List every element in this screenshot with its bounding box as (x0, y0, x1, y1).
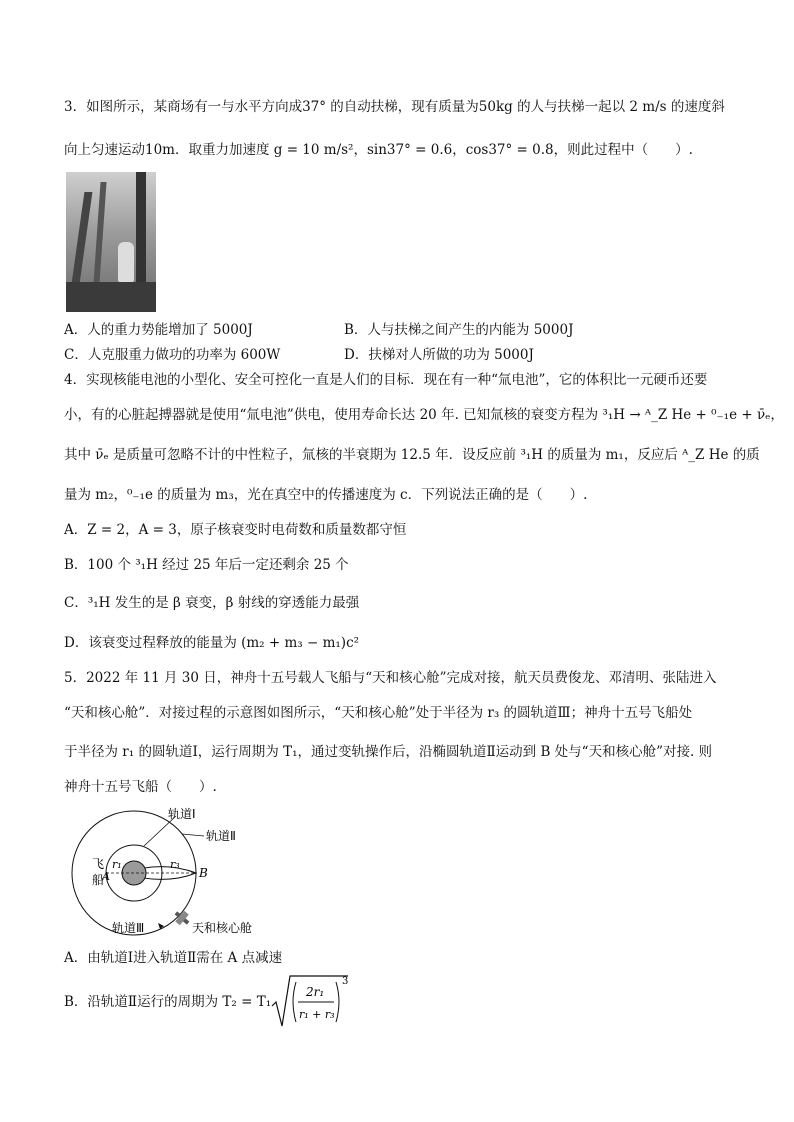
label-r3: r₃ (170, 858, 180, 871)
q5-line2: “天和核心舱”．对接过程的示意图如图所示，“天和核心舱”处于半径为 r₃ 的圆轨道Ⅲ；神舟十五号飞船处 (64, 705, 693, 721)
left-paren (293, 982, 296, 1022)
label-a: A (102, 870, 110, 883)
q3-option-b: B．人与扶梯之间产生的内能为 5000J (344, 322, 574, 338)
q3-line1: 3．如图所示，某商场有一与水平方向成37° 的自动扶梯，现有质量为50kg 的人与扶梯一起以 2 m/s 的速度斜 (64, 99, 725, 115)
fraction-denominator: r₁ + r₃ (299, 1008, 335, 1021)
pointer-orbit2 (182, 834, 204, 836)
label-ship-bottom: 船 (92, 873, 105, 887)
label-station: 天和核心舱 (192, 921, 253, 935)
q4-option-b: B．100 个 ³₁H 经过 25 年后一定还剩余 25 个 (64, 557, 349, 573)
q5-line1: 5．2022 年 11 月 30 日，神舟十五号载人飞船与“天和核心舱”完成对接，航天员费俊龙、邓清明、张陆进入 (64, 670, 717, 686)
escalator-photo (66, 172, 156, 312)
q4-line1: 4．实现核能电池的小型化、安全可控化一直是人们的目标．现在有一种“氚电池”，它的体积比一元硬币还要 (64, 372, 708, 388)
q4-option-a: A．Z = 2，A = 3，原子核衰变时电荷数和质量数都守恒 (64, 522, 407, 538)
label-ship-top: 飞 (92, 857, 105, 871)
orbit-diagram (64, 806, 274, 936)
q4-option-d: D．该衰变过程释放的能量为 (m₂ + m₃ − m₁)c² (64, 635, 360, 651)
q5-option-b-formula (270, 972, 350, 1032)
q3-option-c: C．人克服重力做功的功率为 600W (64, 347, 281, 363)
label-orbit1: 轨道Ⅰ (168, 807, 196, 821)
q3-line2: 向上匀速运动10m．取重力加速度 g = 10 m/s²，sin37° = 0.6，cos37° = 0.8，则此过程中（ ）. (64, 142, 693, 158)
q5-line4: 神舟十五号飞船（ ）. (64, 779, 217, 795)
q5-line3: 于半径为 r₁ 的圆轨道Ⅰ，运行周期为 T₁，通过变轨操作后，沿椭圆轨道Ⅱ运动到 B 处与“天和核心舱”对接. 则 (64, 744, 713, 760)
space-station-icon (171, 907, 192, 928)
q4-option-c: C．³₁H 发生的是 β 衰变，β 射线的穿透能力最强 (64, 595, 360, 611)
q5-option-b-prefix: B．沿轨道Ⅱ运行的周期为 T₂ = T₁ (64, 994, 272, 1010)
q4-line3: 其中 ν̄ₑ 是质量可忽略不计的中性粒子，氚核的半衰期为 12.5 年．设反应前 ³₁H 的质量为 m₁，反应后 ᴬ_Z He 的质 (64, 447, 760, 463)
q3-option-a: A．人的重力势能增加了 5000J (64, 322, 253, 338)
q3-option-d: D．扶梯对人所做的功为 5000J (344, 347, 534, 363)
exponent: 3 (342, 976, 349, 987)
right-paren (336, 982, 339, 1022)
label-orbit3: 轨道Ⅲ (112, 921, 145, 935)
q5-option-a: A．由轨道Ⅰ进入轨道Ⅱ需在 A 点减速 (64, 950, 283, 966)
fraction-numerator: 2r₁ (306, 985, 325, 999)
label-orbit2: 轨道Ⅱ (206, 829, 236, 843)
q4-line2: 小，有的心脏起搏器就是使用“氚电池”供电，使用寿命长达 20 年. 已知氚核的衰变方程为 ³₁H → ᴬ_Z He + ⁰₋₁e + ν̄ₑ， (64, 407, 784, 423)
label-r1: r₁ (112, 858, 122, 871)
label-b: B (199, 866, 208, 880)
q4-line4: 量为 m₂，⁰₋₁e 的质量为 m₃，光在真空中的传播速度为 c．下列说法正确的是（ ）. (64, 487, 588, 503)
